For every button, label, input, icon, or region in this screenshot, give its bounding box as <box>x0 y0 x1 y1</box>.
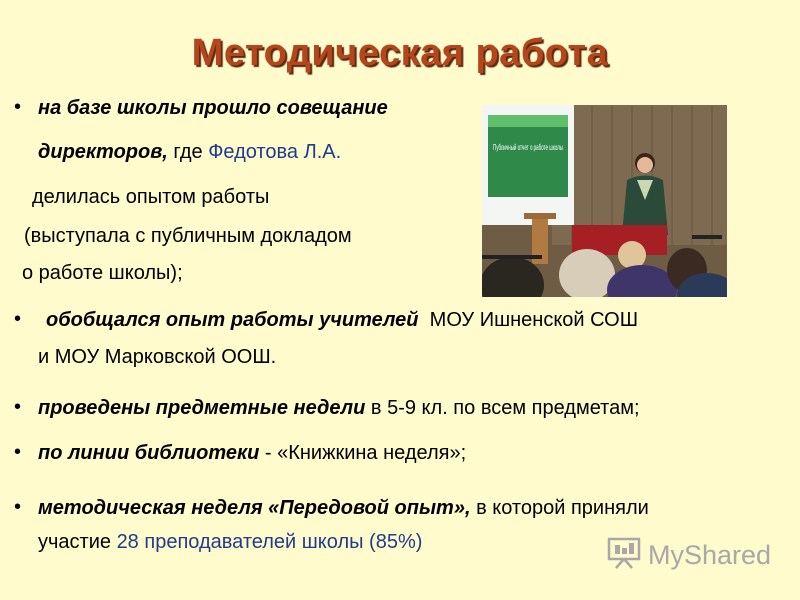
bullet-marker: • <box>14 396 22 418</box>
bullet-4-emphasis: по линии библиотеки <box>38 442 260 464</box>
bullet-3-emphasis: проведены предметные недели <box>38 397 366 419</box>
bullet-1-line-4: (выступала с публичным докладом <box>24 225 352 247</box>
bullet-4-text: - «Книжкина неделя»; <box>259 442 467 464</box>
bullet-1-text: где <box>167 141 209 163</box>
logo-text: MyShared <box>648 539 772 570</box>
bullet-1-line-3: делилась опытом работы <box>32 186 270 208</box>
bullet-1-line-5: о работе школы); <box>22 262 183 284</box>
person-name: Федотова Л.А. <box>208 141 342 163</box>
participation-stat: 28 преподавателей школы (85%) <box>116 531 423 553</box>
presentation-board-icon <box>606 536 642 575</box>
bullet-1-line-1 <box>38 96 388 120</box>
bullet-marker: • <box>14 496 22 518</box>
bullet-marker: • <box>14 441 22 463</box>
bullet-4-line <box>38 441 466 465</box>
bullet-marker: • <box>14 96 22 118</box>
bullet-1-line-2 <box>38 140 341 164</box>
slide-title: Методическая работа <box>191 32 609 74</box>
bullet-1-emphasis: на базе школы прошло совещание <box>38 97 388 119</box>
bullet-5-text: в которой приняли <box>470 497 649 519</box>
bullet-5-line-2 <box>38 530 422 554</box>
bullet-5-text-2: участие <box>38 531 117 553</box>
bullet-5-emphasis: методическая неделя «Передовой опыт», <box>38 497 471 519</box>
screen-text: Публичный отчет о работе школы <box>493 143 564 152</box>
bullet-2-line-2: и МОУ Марковской ООШ. <box>38 346 277 368</box>
bullet-marker: • <box>14 308 22 330</box>
bullet-2-text: МОУ Ишненской СОШ <box>429 309 639 331</box>
myshared-logo <box>606 538 771 572</box>
meeting-photo-graphic <box>482 105 727 297</box>
bullet-5-line-1 <box>38 496 649 520</box>
bullet-1-emphasis-2: директоров, <box>38 141 168 163</box>
bullet-2-emphasis: обобщался опыт работы учителей <box>46 309 419 331</box>
bullet-3-line <box>38 396 640 420</box>
meeting-photo <box>482 105 727 297</box>
bullet-3-text: в 5-9 кл. по всем предметам; <box>365 397 640 419</box>
bullet-2-line-1 <box>46 308 638 332</box>
